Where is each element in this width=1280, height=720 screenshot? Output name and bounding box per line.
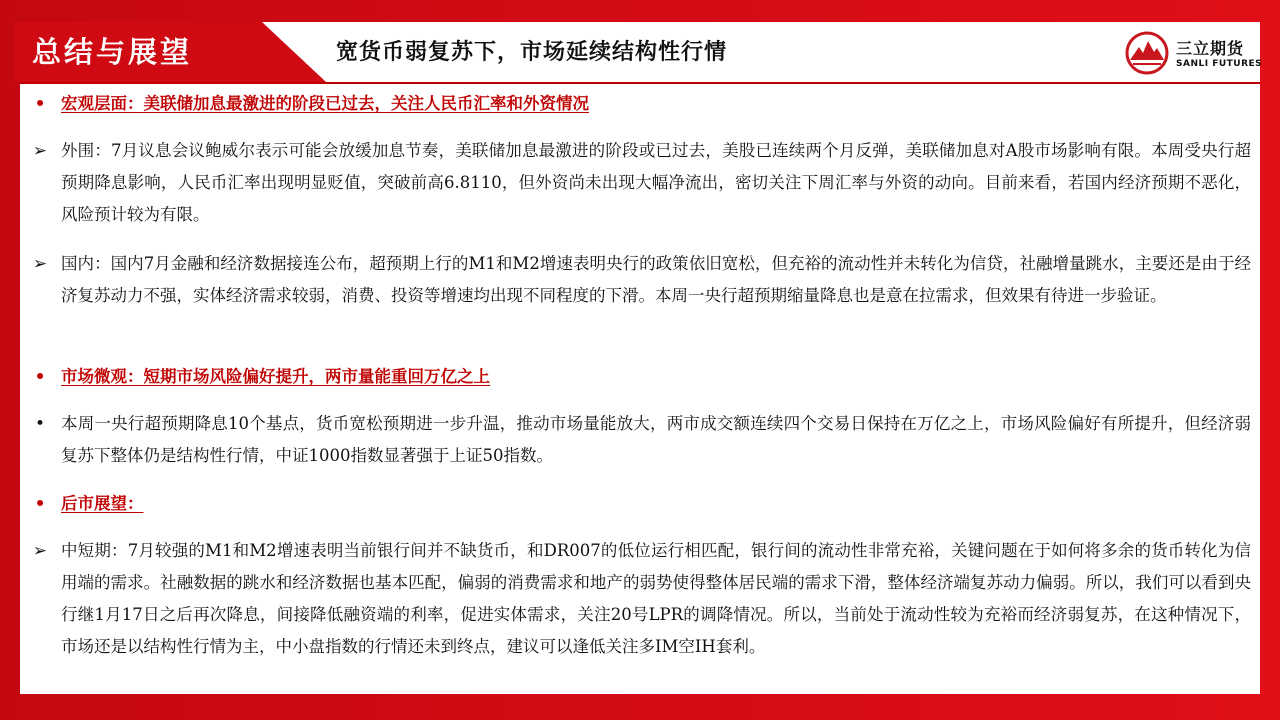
bullet-icon: • bbox=[34, 94, 46, 114]
paragraph-text: 中短期：7月较强的M1和M2增速表明当前银行间并不缺货币，和DR007的低位运行相匹配，银行间的流动性非常充裕，关键问题在于如何将多余的货币转化为信用端的需求。社融数据的跳水和经济数据也基本匹配，偏弱的消费需求和地产的弱势使得整体居民端的需求下滑，整体经济端复苏动力偏弱。所以，我们可以看到央行继1月17日之后再次降息，间接降低融资端的利率，促进实体需求，关注20号LPR的调降情况。所以，当前处于流动性较为充裕而经济弱复苏，在这种情况下，市场还是以结构性行情为主，中小盘指数的行情还未到终点，建议可以逢低关注多IM空IH套利。 bbox=[61, 541, 1251, 656]
heading-text: 后市展望： bbox=[61, 494, 144, 513]
bullet-icon: • bbox=[34, 494, 46, 514]
arrow-bullet-icon: ➢ bbox=[32, 541, 48, 561]
content-panel bbox=[20, 82, 1260, 694]
arrow-bullet-icon: ➢ bbox=[32, 254, 48, 274]
heading-text: 市场微观：短期市场风险偏好提升，两市量能重回万亿之上 bbox=[61, 367, 490, 386]
paragraph-text: 本周一央行超预期降息10个基点，货币宽松预期进一步升温，推动市场量能放大，两市成交额连续四个交易日保持在万亿之上，市场风险偏好有所提升，但经济弱复苏下整体仍是结构性行情，中证1000指数显著强于上证50指数。 bbox=[61, 414, 1251, 465]
heading-text: 宏观层面：美联储加息最激进的阶段已过去，关注人民币汇率和外资情况 bbox=[61, 94, 589, 113]
bullet-icon: • bbox=[34, 367, 46, 387]
bullet-icon: • bbox=[34, 414, 46, 434]
paragraph-text: 外围：7月议息会议鲍威尔表示可能会放缓加息节奏，美联储加息最激进的阶段或已过去，美股已连续两个月反弹，美联储加息对A股市场影响有限。本周受央行超预期降息影响，人民币汇率出现明显贬值，突破前高6.8110，但外资尚未出现大幅净流出，密切关注下周汇率与外资的动向。目前来看，若国内经济预期不恶化，风险预计较为有限。 bbox=[61, 141, 1251, 224]
mountain-logo-icon bbox=[1124, 30, 1170, 76]
paragraph-text: 国内：国内7月金融和经济数据接连公布，超预期上行的M1和M2增速表明央行的政策依旧宽松，但充裕的流动性并未转化为信贷，社融增量跳水，主要还是由于经济复苏动力不强，实体经济需求较弱，消费、投资等增速均出现不同程度的下滑。本周一央行超预期缩量降息也是意在拉需求，但效果有待进一步验证。 bbox=[61, 254, 1251, 305]
company-logo bbox=[1124, 30, 1264, 78]
logo-name-cn: 三立期货 bbox=[1176, 39, 1245, 58]
section-title: 总结与展望 bbox=[32, 35, 193, 69]
logo-name-en: SANLI FUTURES bbox=[1176, 59, 1263, 69]
header-divider bbox=[20, 82, 1260, 84]
arrow-bullet-icon: ➢ bbox=[32, 141, 48, 161]
slide-title: 宽货币弱复苏下，市场延续结构性行情 bbox=[336, 39, 728, 65]
